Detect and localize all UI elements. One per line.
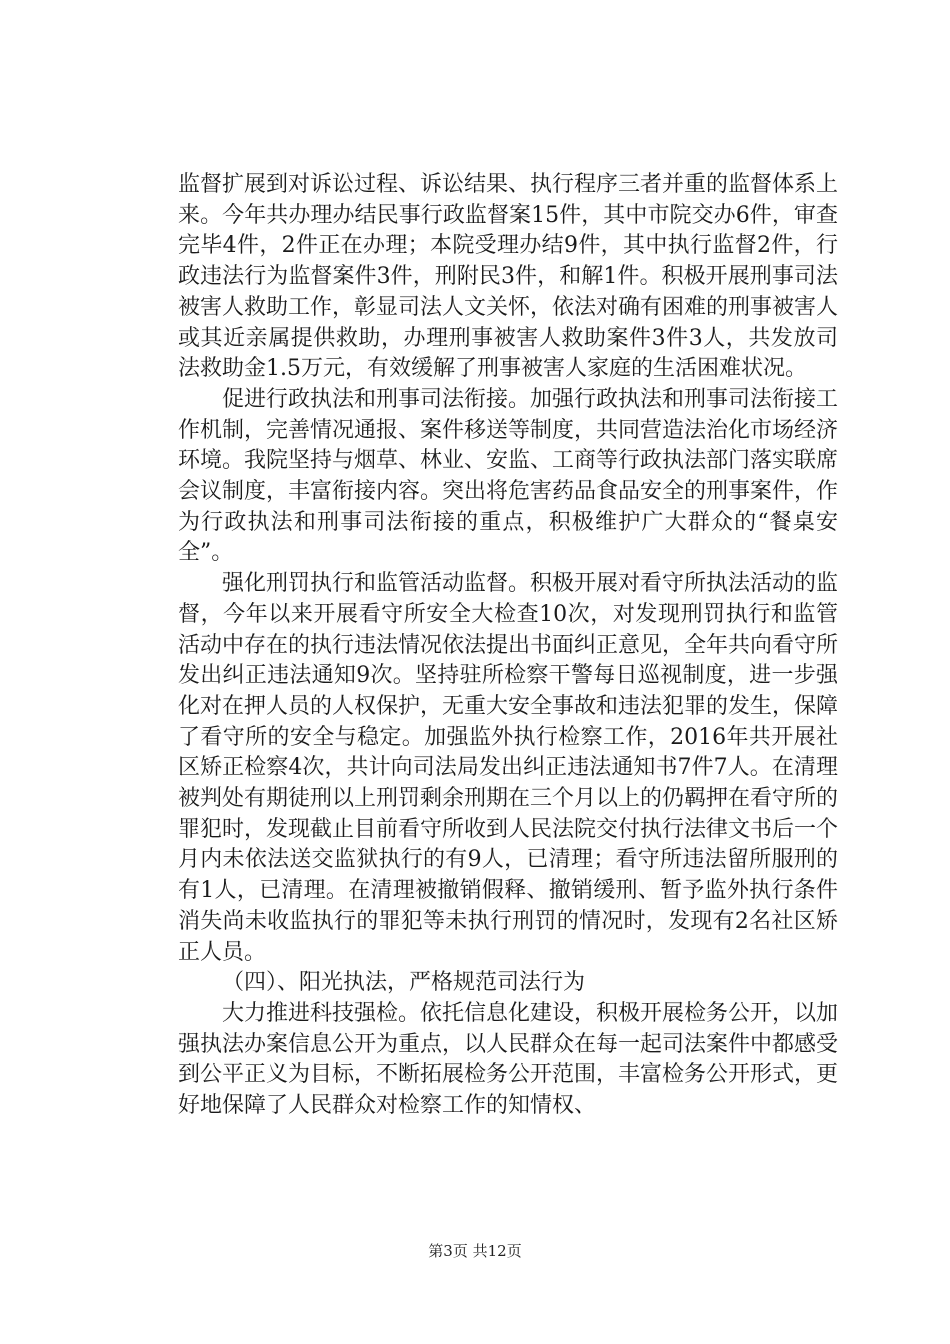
page-number-footer: 第3页 共12页 bbox=[428, 1242, 522, 1260]
paragraph-tech-procuratorate: 大力推进科技强检。依托信息化建设，积极开展检务公开，以加强执法办案信息公开为重点，以人民群众在每一起司法案件中都感受到公平正义为目标，不断拓展检务公开范围，丰富检务公开形式，更好地保障了人民群众对检察工作的知情权、 bbox=[178, 1000, 839, 1119]
paragraph-civil-supervision: 监督扩展到对诉讼过程、诉讼结果、执行程序三者并重的监督体系上来。今年共办理办结民事行政监督案15件，其中市院交办6件，审查完毕4件，2件正在办理；本院受理办结9件，其中执行监督2件，行政违法行为监督案件3件，刑附民3件，和解1件。积极开展刑事司法被害人救助工作，彰显司法人文关怀，依法对确有困难的刑事被害人或其近亲属提供救助，办理刑事被害人救助案件3件3人，共发放司法救助金1.5万元，有效缓解了刑事被害人家庭的生活困难状况。 bbox=[178, 172, 839, 382]
section-heading-sunshine-law: （四）、阳光执法，严格规范司法行为 bbox=[222, 970, 586, 996]
paragraph-admin-criminal-link: 促进行政执法和刑事司法衔接。加强行政执法和刑事司法衔接工作机制，完善情况通报、案件移送等制度，共同营造法治化市场经济环境。我院坚持与烟草、林业、安监、工商等行政执法部门落实联席会议制度，丰富衔接内容。突出将危害药品食品安全的刑事案件，作为行政执法和刑事司法衔接的重点，积极维护广大群众的“餐桌安全”。 bbox=[178, 386, 839, 566]
paragraph-penalty-supervision: 强化刑罚执行和监管活动监督。积极开展对看守所执法活动的监督，今年以来开展看守所安全大检查10次，对发现刑罚执行和监管活动中存在的执行违法情况依法提出书面纠正意见，全年共向看守所发出纠正违法通知9次。坚持驻所检察干警每日巡视制度，进一步强化对在押人员的人权保护，无重大安全事故和违法犯罪的发生，保障了看守所的安全与稳定。加强监外执行检察工作，2016年共开展社区矫正检察4次，共计向司法局发出纠正违法通知书7件7人。在清理被判处有期徒刑以上刑罚剩余刑期在三个月以上的仍羁押在看守所的罪犯时，发现截止目前看守所收到人民法院交付执行法律文书后一个月内未依法送交监狱执行的有9人，已清理；看守所违法留所服刑的有1人，已清理。在清理被撤销假释、撤销缓刑、暂予监外执行条件消失尚未收监执行的罪犯等未执行刑罚的情况时，发现有2名社区矫正人员。 bbox=[178, 571, 839, 965]
document-body bbox=[178, 170, 838, 1122]
